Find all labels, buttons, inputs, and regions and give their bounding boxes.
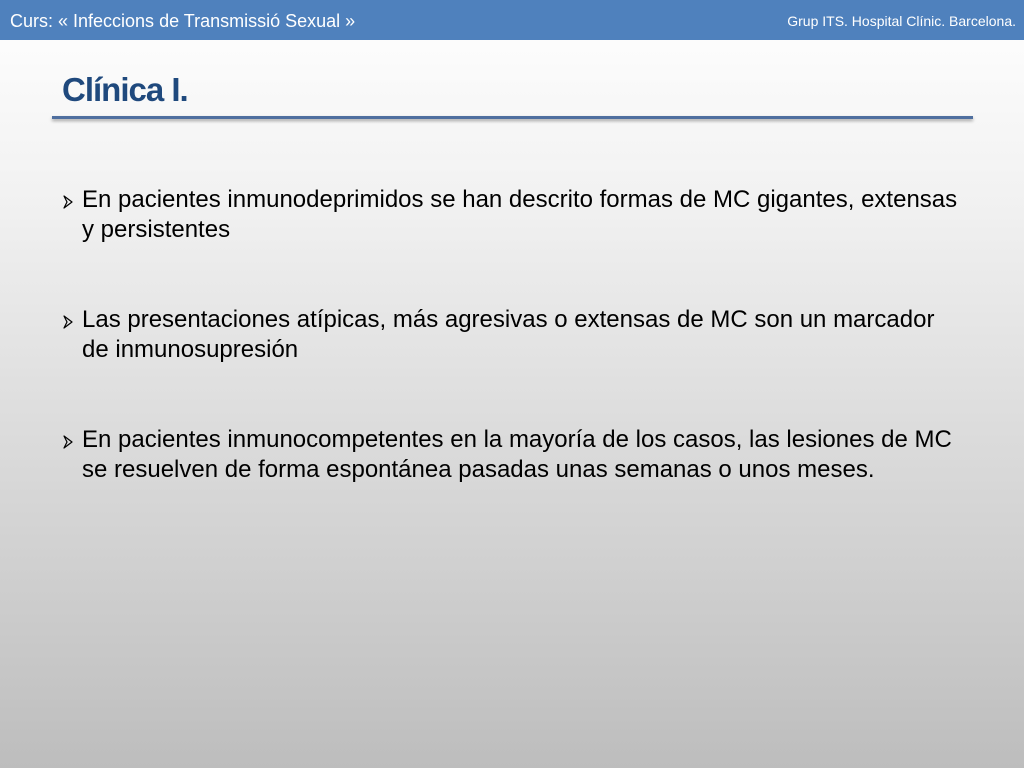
course-title: Curs: « Infeccions de Transmissió Sexual » bbox=[10, 11, 356, 31]
chevron-right-outline-icon bbox=[62, 435, 74, 449]
bullet-item bbox=[62, 425, 962, 485]
bullet-item bbox=[62, 305, 962, 365]
group-credit: Grup ITS. Hospital Clínic. Barcelona. bbox=[787, 13, 1016, 29]
slide-title: Clínica I. bbox=[62, 71, 188, 108]
bullet-item bbox=[62, 185, 962, 245]
chevron-right-outline-icon bbox=[62, 195, 74, 209]
chevron-right-outline-icon bbox=[62, 315, 74, 329]
header-bar bbox=[0, 0, 1024, 40]
title-underline bbox=[52, 116, 973, 119]
bullet-list bbox=[62, 185, 962, 545]
bullet-text: En pacientes inmunodeprimidos se han descrito formas de MC gigantes, extensas y persistentes bbox=[82, 186, 958, 243]
bullet-text: Las presentaciones atípicas, más agresivas o extensas de MC son un marcador de inmunosupresión bbox=[82, 306, 935, 363]
bullet-text: En pacientes inmunocompetentes en la mayoría de los casos, las lesiones de MC se resuelven de forma espontánea pasadas unas semanas o unos meses. bbox=[82, 426, 952, 483]
